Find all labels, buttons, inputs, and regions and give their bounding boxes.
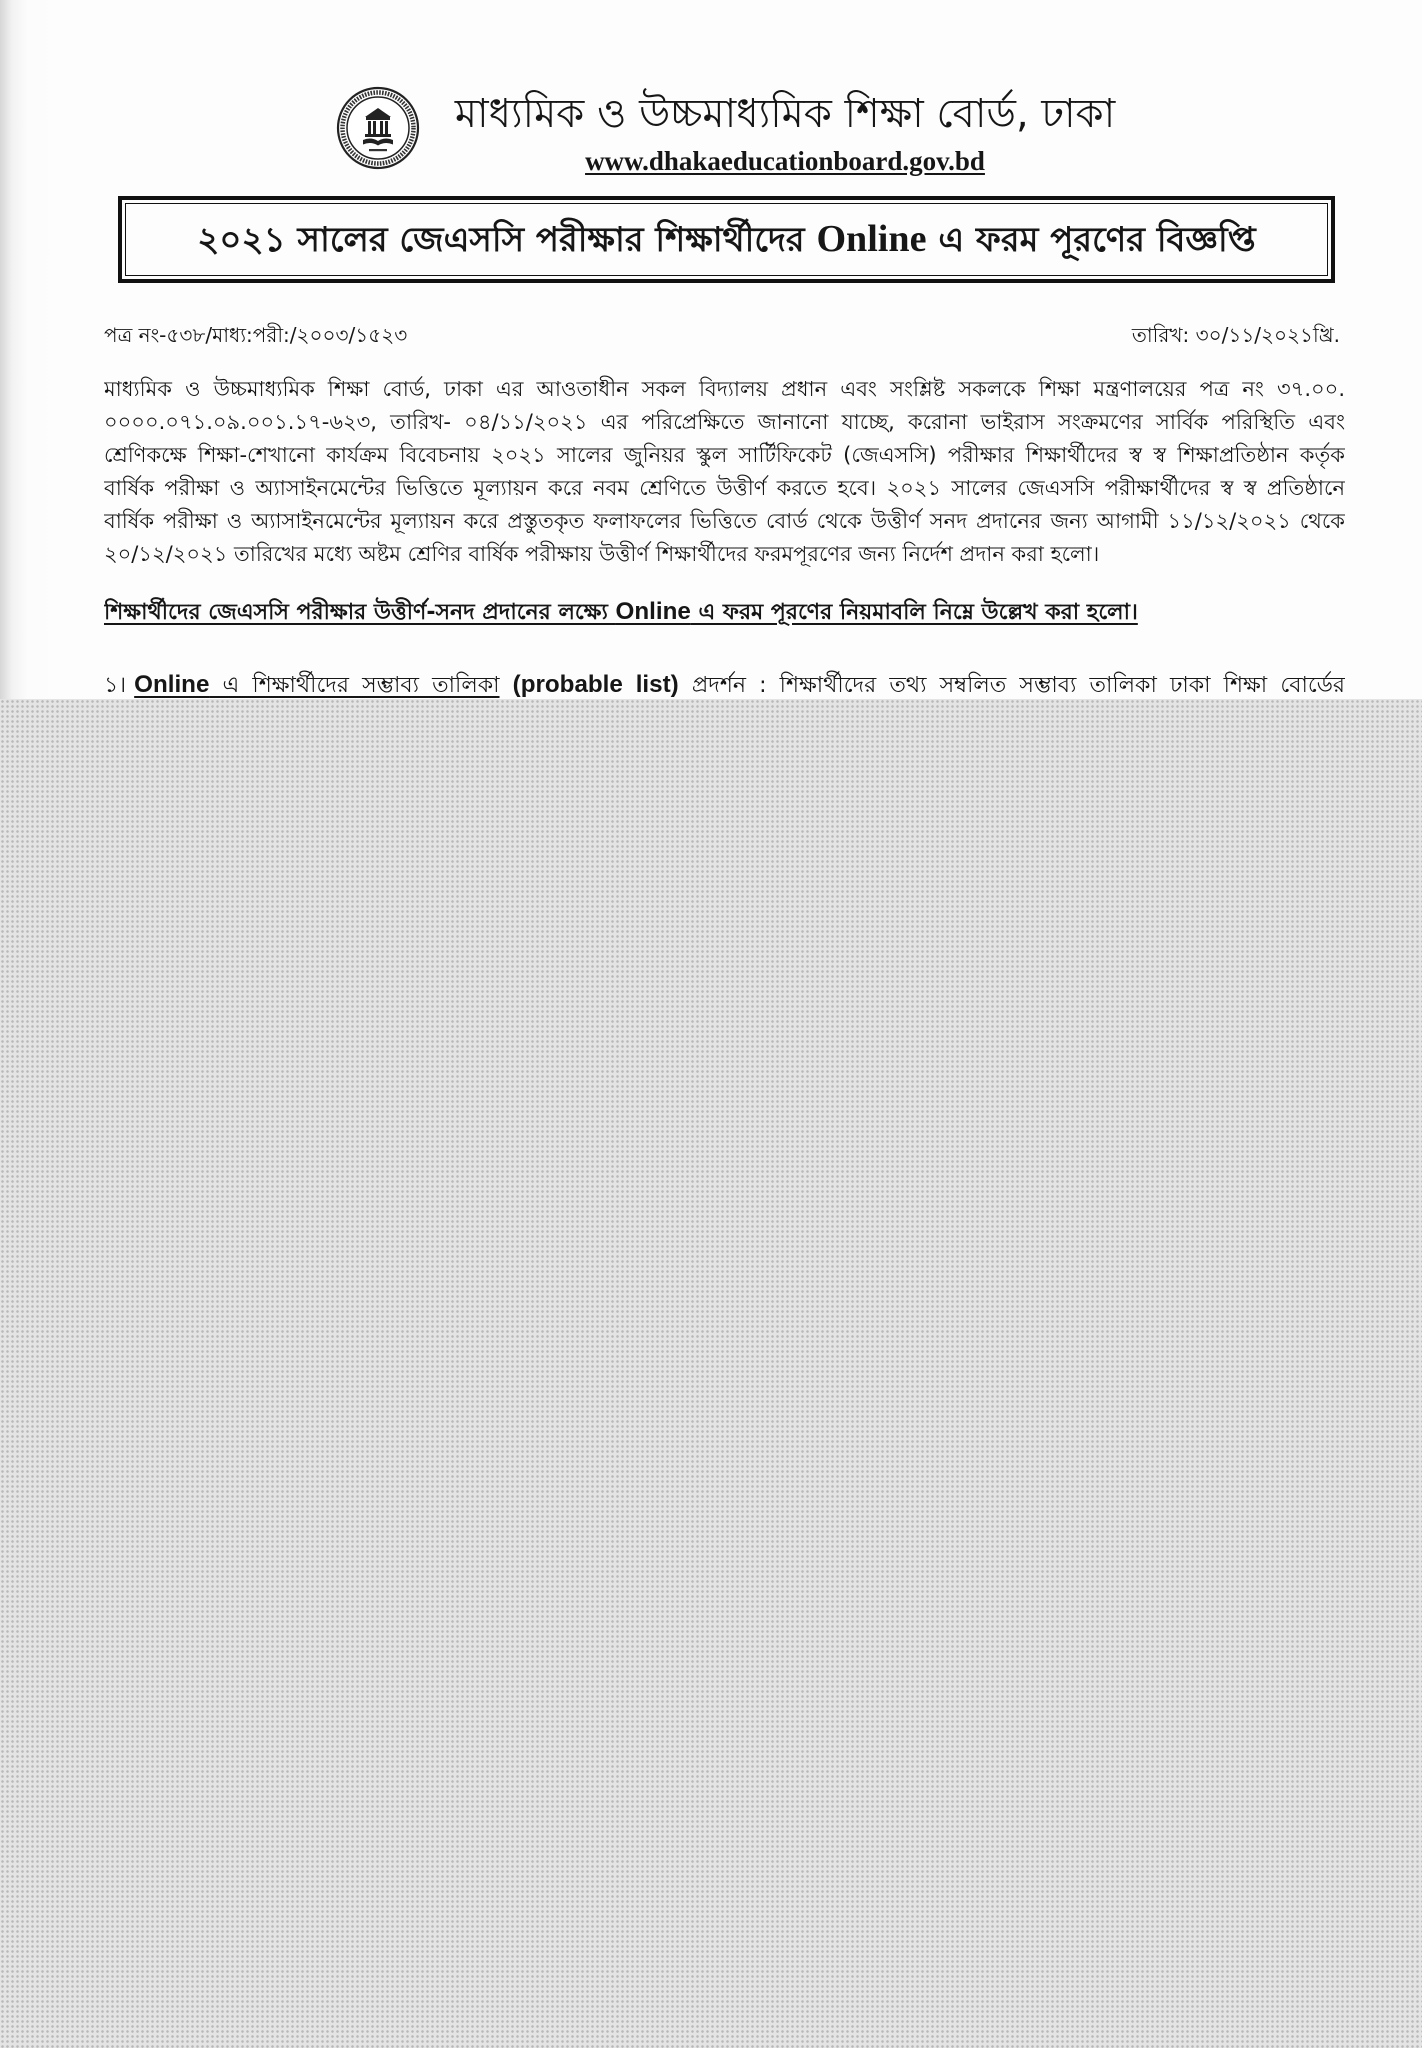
rule-item-underlined [134,673,499,698]
website-url-text: www.dhakaeducationboard.gov.bd [585,146,985,176]
masked-region [0,699,1422,2048]
rules-heading-underlined [104,600,1138,625]
notice-title-box [118,196,1335,283]
body-line: ২০/১২/২০২১ তারিখের মধ্যে অষ্টম শ্রেণির বার্ষিক পরীক্ষায় উত্তীর্ণ শিক্ষার্থীদের ফরমপূরণের জন্য নির্দেশ প্রদান করা হলো। [104,542,1100,566]
notice-title [137,216,1317,263]
rules-heading-part: শিক্ষার্থীদের জেএসসি পরীক্ষার উত্তীর্ণ-সনদ প্রদানের লক্ষ্যে [104,600,616,625]
board-seal-icon [336,86,420,170]
body-line: ০০০০.০৭১.০৯.০০১.১৭-৬২৩, তারিখ- ০৪/১১/২০২১ এর পরিপ্রেক্ষিতে জানানো যাচ্ছে, করোনা ভাইরাস সংক্রমণের সার্বিক পরিস্থিতি এবং [104,410,1345,434]
rules-heading-online: Online [615,598,691,625]
rule-item-probable-list: (probable list) [512,671,679,698]
notice-title-part: এ ফরম পূরণের বিজ্ঞপ্তি [926,220,1256,260]
website-url [430,143,1140,179]
memo-date: তারিখ: ৩০/১১/২০২১খ্রি. [1131,323,1340,347]
rule-item-text: প্রদর্শন : শিক্ষার্থীদের তথ্য সম্বলিত সম্ভাব্য তালিকা ঢাকা শিক্ষা বোর্ডের [678,673,1345,698]
notice-title-online: Online [816,218,927,260]
body-line: বার্ষিক পরীক্ষা ও অ্যাসাইনমেন্টের মূল্যায়ন করে প্রস্তুতকৃত ফলাফলের ভিত্তিতে বোর্ড থেকে উত্তীর্ণ সনদ প্রদানের জন্য আগামী ১১/১২/২০২১ থেকে [104,509,1345,533]
rules-heading [104,595,1345,629]
rule-item-online: Online [134,671,210,698]
rule-item-number: ১। [104,673,127,698]
rules-heading-part: এ ফরম পূরণের নিয়মাবলি নিম্নে উল্লেখ করা হলো। [690,600,1138,625]
body-line: মাধ্যমিক ও উচ্চমাধ্যমিক শিক্ষা বোর্ড, ঢাকা এর আওতাধীন সকল বিদ্যালয় প্রধান এবং সংশ্লিষ্ট সকলকে শিক্ষা মন্ত্রণালয়ের পত্র নং ৩৭.০০. [104,377,1345,401]
notice-title-part: ২০২১ সালের জেএসসি পরীক্ষার শিক্ষার্থীদের [197,220,817,260]
memo-number: পত্র নং-৫৩৮/মাধ্য:পরী:/২০০৩/১৫২৩ [104,323,408,347]
board-name: মাধ্যমিক ও উচ্চমাধ্যমিক শিক্ষা বোর্ড, ঢাকা [454,91,1116,137]
rule-item-text: এ শিক্ষার্থীদের সম্ভাব্য তালিকা [209,673,500,698]
notice-title-inner-border [125,203,1328,276]
rule-item-1 [104,668,1345,702]
body-line: বার্ষিক পরীক্ষা ও অ্যাসাইনমেন্টের ভিত্তিতে মূল্যায়ন করে নবম শ্রেণিতে উত্তীর্ণ করতে হবে। ২০২১ সালের জেএসসি পরীক্ষার্থীদের স্ব স্ব প্রতিষ্ঠানে [104,476,1345,500]
body-line: শ্রেণিকক্ষে শিক্ষা-শেখানো কার্যক্রম বিবেচনায় ২০২১ সালের জুনিয়র স্কুল সার্টিফিকেট (জেএসসি) পরীক্ষার শিক্ষার্থীদের স্ব স্ব শিক্ষাপ্রতিষ্ঠান কর্তৃক [104,443,1345,467]
